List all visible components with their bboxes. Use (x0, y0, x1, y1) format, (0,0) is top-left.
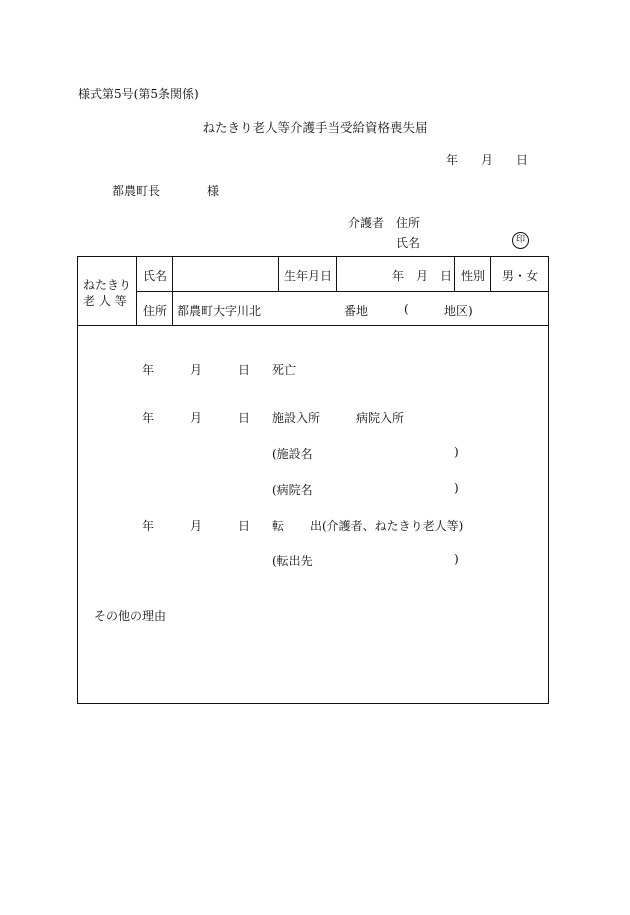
facility-name-label: (施設名 (272, 447, 313, 461)
admission-year: 年 (142, 411, 155, 425)
death-month: 月 (190, 363, 203, 377)
date-year: 年 (446, 153, 459, 167)
hospital-name-close: ) (454, 481, 459, 495)
seal-mark: 印 (512, 232, 529, 249)
address-value: 都農町大字川北 (177, 304, 262, 318)
row-header-line1: ねたきり (83, 278, 132, 292)
col-divider-label (172, 257, 173, 325)
birth-day: 日 (440, 269, 453, 283)
date-month: 月 (481, 153, 494, 167)
moveout-month: 月 (190, 519, 203, 533)
admission-day: 日 (238, 411, 251, 425)
hospital-name-label: (病院名 (272, 483, 313, 497)
form-table (77, 256, 549, 704)
form-number: 様式第5号(第5条関係) (78, 87, 199, 101)
col-divider-birthval (454, 257, 455, 291)
death-text: 死亡 (272, 363, 297, 377)
district-label: 地区) (444, 304, 473, 318)
moveout-dest-close: ) (454, 552, 459, 566)
moveout-text-b: 出(介護者、ねたきり老人等) (310, 519, 464, 533)
moveout-text-a: 転 (272, 519, 285, 533)
caregiver-name-label: 氏名 (396, 236, 421, 250)
district-open-paren: ( (404, 302, 409, 316)
col-divider-header (136, 257, 137, 325)
caregiver-label: 介護者 (348, 216, 385, 230)
row-header-line2: 老 人 等 (83, 294, 127, 308)
honorific: 様 (207, 184, 220, 198)
hospital-admission: 病院入所 (356, 411, 405, 425)
row-divider-2 (78, 325, 548, 326)
name-label: 氏名 (143, 269, 168, 283)
death-day: 日 (238, 363, 251, 377)
row-divider-1 (136, 291, 548, 292)
gender-label: 性別 (461, 269, 486, 283)
moveout-dest-label: (転出先 (272, 554, 313, 568)
facility-name-close: ) (454, 445, 459, 459)
date-day: 日 (516, 153, 529, 167)
gender-options: 男・女 (502, 269, 539, 283)
col-divider-gender (490, 257, 491, 291)
address-label: 住所 (143, 304, 168, 318)
other-reason-label: その他の理由 (94, 609, 167, 623)
page-title: ねたきり老人等介護手当受給資格喪失届 (202, 120, 428, 135)
addressee: 都農町長 (112, 184, 161, 198)
banchi-label: 番地 (344, 304, 369, 318)
facility-admission: 施設入所 (272, 411, 321, 425)
col-divider-birth (336, 257, 337, 291)
birthdate-label: 生年月日 (284, 269, 333, 283)
caregiver-address-label: 住所 (396, 216, 421, 230)
moveout-year: 年 (142, 519, 155, 533)
birth-year: 年 (392, 269, 405, 283)
admission-month: 月 (190, 411, 203, 425)
moveout-day: 日 (238, 519, 251, 533)
birth-month: 月 (416, 269, 429, 283)
col-divider-name (278, 257, 279, 291)
death-year: 年 (142, 363, 155, 377)
